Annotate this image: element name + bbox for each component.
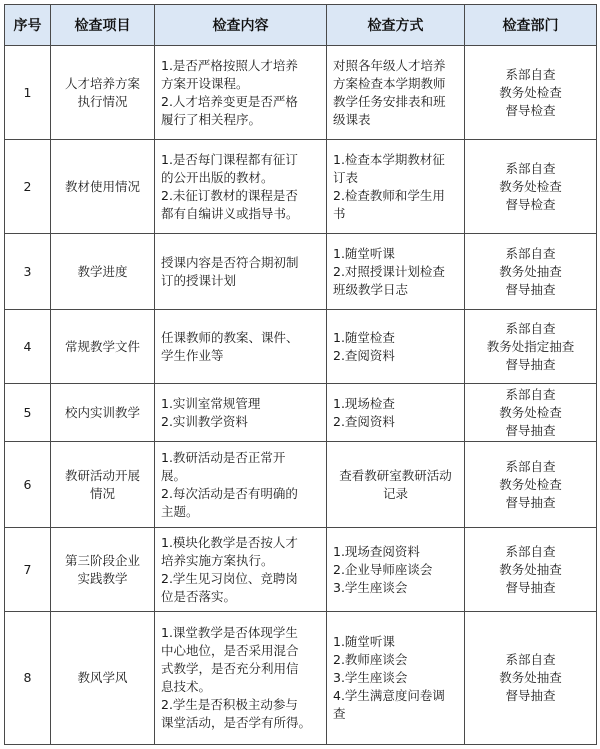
inspection-dept xyxy=(465,310,597,384)
row-number: 3 xyxy=(5,234,51,310)
method-line: 2.查阅资料 xyxy=(333,347,395,363)
content-line: 的公开出版的教材。 xyxy=(161,169,274,185)
content-line: 培养实施方案执行。 xyxy=(161,552,274,568)
content-line: 2.学生见习岗位、竞聘岗 xyxy=(161,570,298,586)
content-line: 息技术。 xyxy=(161,679,212,694)
item-line: 执行情况 xyxy=(77,93,128,109)
method-line: 1.随堂听课 xyxy=(333,634,395,649)
content-line: 主题。 xyxy=(161,503,199,519)
dept-line: 督导检查 xyxy=(505,196,556,212)
inspection-dept xyxy=(465,528,597,612)
content-line: 课堂活动，是否学有所得。 xyxy=(161,715,312,730)
table-row xyxy=(5,234,597,310)
dept-line: 系部自查 xyxy=(505,66,556,82)
content-line: 2.实训教学资料 xyxy=(161,413,248,429)
dept-line: 督导检查 xyxy=(505,102,556,118)
inspection-content xyxy=(155,140,327,234)
inspection-method xyxy=(327,234,465,310)
dept-line: 督导抽查 xyxy=(505,281,556,297)
table-row xyxy=(5,528,597,612)
content-line: 2.学生是否积极主动参与 xyxy=(161,697,298,712)
item-line: 教学进度 xyxy=(77,263,128,279)
content-line: 履行了相关程序。 xyxy=(161,111,262,127)
item-line: 人才培养方案 xyxy=(64,75,140,91)
dept-line: 教务处抽查 xyxy=(499,263,562,279)
method-line: 教学任务安排表和班 xyxy=(333,93,446,109)
dept-line: 系部自查 xyxy=(505,543,556,559)
item-line: 教风学风 xyxy=(77,670,128,685)
inspection-content xyxy=(155,384,327,442)
inspection-method xyxy=(327,384,465,442)
content-line: 展。 xyxy=(161,467,187,483)
row-number: 8 xyxy=(5,612,51,745)
inspection-item xyxy=(51,442,155,528)
method-line: 4.学生满意度问卷调 xyxy=(333,688,445,703)
dept-line: 教务处抽查 xyxy=(499,670,562,685)
content-line: 1.教研活动是否正常开 xyxy=(161,449,286,465)
inspection-dept xyxy=(465,46,597,140)
method-line: 2.检查教师和学生用 xyxy=(333,187,445,203)
method-line: 记录 xyxy=(382,485,408,501)
method-line: 查 xyxy=(333,706,346,721)
dept-line: 教务处检查 xyxy=(499,178,562,194)
item-line: 情况 xyxy=(89,485,115,501)
inspection-content xyxy=(155,234,327,310)
header-item: 检查项目 xyxy=(51,5,155,46)
inspection-method xyxy=(327,528,465,612)
dept-line: 系部自查 xyxy=(505,458,556,474)
inspection-item xyxy=(51,140,155,234)
content-line: 任课教师的教案、课件、 xyxy=(161,329,299,345)
content-line: 授课内容是否符合期初制 xyxy=(161,254,299,270)
row-number: 2 xyxy=(5,140,51,234)
row-number: 7 xyxy=(5,528,51,612)
content-line: 1.是否每门课程都有征订 xyxy=(161,151,298,167)
table-row xyxy=(5,612,597,745)
table-header-row xyxy=(5,5,597,46)
content-line: 中心地位，是否采用混合 xyxy=(161,643,299,658)
row-number: 4 xyxy=(5,310,51,384)
header-method: 检查方式 xyxy=(327,5,465,46)
method-line: 1.现场检查 xyxy=(333,395,395,411)
inspection-item xyxy=(51,384,155,442)
inspection-method xyxy=(327,612,465,745)
inspection-content xyxy=(155,46,327,140)
header-content: 检查内容 xyxy=(155,5,327,46)
inspection-dept xyxy=(465,612,597,745)
table-row xyxy=(5,140,597,234)
dept-line: 教务处检查 xyxy=(499,84,562,100)
dept-line: 督导抽查 xyxy=(505,356,556,372)
method-line: 3.学生座谈会 xyxy=(333,579,408,595)
dept-line: 教务处指定抽查 xyxy=(486,338,575,354)
dept-line: 系部自查 xyxy=(505,160,556,176)
method-line: 2.教师座谈会 xyxy=(333,652,408,667)
inspection-method xyxy=(327,310,465,384)
dept-line: 督导抽查 xyxy=(505,422,556,438)
inspection-item xyxy=(51,234,155,310)
method-line: 1.随堂检查 xyxy=(333,329,395,345)
inspection-item xyxy=(51,310,155,384)
method-line: 级课表 xyxy=(333,111,371,127)
table-row xyxy=(5,46,597,140)
inspection-item xyxy=(51,612,155,745)
content-line: 1.是否严格按照人才培养 xyxy=(161,57,298,73)
method-line: 班级教学日志 xyxy=(333,281,409,297)
table-row xyxy=(5,442,597,528)
item-line: 教研活动开展 xyxy=(64,467,140,483)
method-line: 1.随堂听课 xyxy=(333,245,395,261)
dept-line: 督导抽查 xyxy=(505,494,556,510)
item-line: 第三阶段企业 xyxy=(64,552,140,568)
row-number: 6 xyxy=(5,442,51,528)
inspection-content xyxy=(155,528,327,612)
inspection-table xyxy=(4,4,597,745)
content-line: 方案开设课程。 xyxy=(161,75,249,91)
content-line: 位是否落实。 xyxy=(161,588,237,604)
item-line: 校内实训教学 xyxy=(64,404,140,420)
content-line: 1.模块化教学是否按人才 xyxy=(161,534,298,550)
dept-line: 教务处检查 xyxy=(499,476,562,492)
inspection-dept xyxy=(465,442,597,528)
inspection-content xyxy=(155,612,327,745)
method-line: 方案检查本学期教师 xyxy=(333,75,446,91)
dept-line: 系部自查 xyxy=(505,386,556,402)
item-line: 实践教学 xyxy=(77,570,128,586)
method-line: 订表 xyxy=(333,169,359,185)
row-number: 5 xyxy=(5,384,51,442)
dept-line: 教务处检查 xyxy=(499,404,562,420)
content-line: 1.实训室常规管理 xyxy=(161,395,261,411)
inspection-dept xyxy=(465,140,597,234)
content-line: 学生作业等 xyxy=(161,347,224,363)
inspection-content xyxy=(155,442,327,528)
inspection-content xyxy=(155,310,327,384)
dept-line: 系部自查 xyxy=(505,320,556,336)
item-line: 常规教学文件 xyxy=(64,338,140,354)
row-number: 1 xyxy=(5,46,51,140)
inspection-item xyxy=(51,528,155,612)
method-line: 对照各年级人才培养 xyxy=(333,57,446,73)
content-line: 2.人才培养变更是否严格 xyxy=(161,93,298,109)
inspection-item xyxy=(51,46,155,140)
table-row xyxy=(5,384,597,442)
inspection-method xyxy=(327,140,465,234)
content-line: 2.未征订教材的课程是否 xyxy=(161,187,298,203)
dept-line: 系部自查 xyxy=(505,652,556,667)
content-line: 2.每次活动是否有明确的 xyxy=(161,485,298,501)
inspection-method xyxy=(327,46,465,140)
inspection-method xyxy=(327,442,465,528)
inspection-dept xyxy=(465,234,597,310)
method-line: 查看教研室教研活动 xyxy=(339,467,452,483)
method-line: 3.学生座谈会 xyxy=(333,670,408,685)
content-line: 订的授课计划 xyxy=(161,272,237,288)
content-line: 都有自编讲义或指导书。 xyxy=(161,205,299,221)
method-line: 2.对照授课计划检查 xyxy=(333,263,445,279)
method-line: 1.现场查阅资料 xyxy=(333,543,420,559)
dept-line: 督导抽查 xyxy=(505,688,556,703)
dept-line: 督导抽查 xyxy=(505,579,556,595)
content-line: 式教学，是否充分利用信 xyxy=(161,661,299,676)
item-line: 教材使用情况 xyxy=(64,178,140,194)
method-line: 2.企业导师座谈会 xyxy=(333,561,433,577)
dept-line: 教务处抽查 xyxy=(499,561,562,577)
method-line: 1.检查本学期教材征 xyxy=(333,151,445,167)
table-row xyxy=(5,310,597,384)
header-dept: 检查部门 xyxy=(465,5,597,46)
method-line: 书 xyxy=(333,205,346,221)
method-line: 2.查阅资料 xyxy=(333,413,395,429)
header-no: 序号 xyxy=(5,5,51,46)
dept-line: 系部自查 xyxy=(505,245,556,261)
inspection-dept xyxy=(465,384,597,442)
content-line: 1.课堂教学是否体现学生 xyxy=(161,625,298,640)
